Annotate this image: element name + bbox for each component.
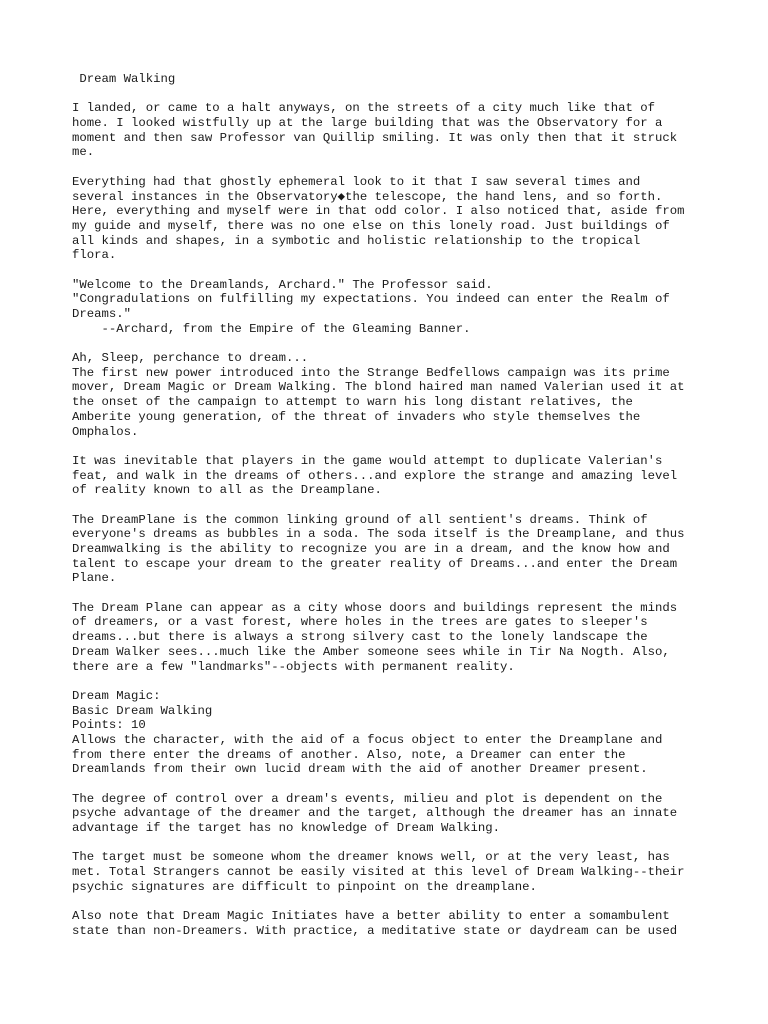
text-line: flora. <box>72 248 117 263</box>
paragraph <box>72 909 712 938</box>
text-line: "Congradulations on fulfilling my expectations. You indeed can enter the Realm of <box>72 292 670 307</box>
text-line: several instances in the Observatory◆the telescope, the hand lens, and so forth. <box>72 189 663 204</box>
paragraph <box>72 351 712 439</box>
text-line: It was inevitable that players in the game would attempt to duplicate Valerian's <box>72 453 663 468</box>
text-line: Dream Magic: <box>72 688 161 703</box>
text-line: The first new power introduced into the Strange Bedfellows campaign was its prime <box>72 365 670 380</box>
text-line: "Welcome to the Dreamlands, Archard." The Professor said. <box>72 277 493 292</box>
text-line: psychic signatures are difficult to pinpoint on the dreamplane. <box>72 879 537 894</box>
text-line: Amberite young generation, of the threat of invaders who style themselves the <box>72 409 641 424</box>
text-line: talent to escape your dream to the greater reality of Dreams...and enter the Dream <box>72 556 678 571</box>
text-line: of dreamers, or a vast forest, where holes in the trees are gates to sleeper's <box>72 615 648 630</box>
paragraph <box>72 513 712 586</box>
text-line: psyche advantage of the dreamer and the target, although the dreamer has an innate <box>72 806 678 821</box>
paragraph <box>72 175 712 263</box>
text-line: me. <box>72 145 95 160</box>
text-line: Allows the character, with the aid of a focus object to enter the Dreamplane and <box>72 732 663 747</box>
text-line: Points: 10 <box>72 718 146 733</box>
text-line: --Archard, from the Empire of the Gleaming Banner. <box>72 321 471 336</box>
text-line: Dream Walker sees...much like the Amber someone sees while in Tir Na Nogth. Also, <box>72 644 670 659</box>
text-line: the onset of the campaign to attempt to warn his long distant relatives, the <box>72 395 633 410</box>
text-line: Dreamlands from their own lucid dream with the aid of another Dreamer present. <box>72 762 648 777</box>
paragraph <box>72 850 712 894</box>
text-line: home. I looked wistfully up at the large building that was the Observatory for a <box>72 116 663 131</box>
text-line: mover, Dream Magic or Dream Walking. The blond haired man named Valerian used it at <box>72 380 685 395</box>
paragraph <box>72 454 712 498</box>
text-line: The degree of control over a dream's events, milieu and plot is dependent on the <box>72 791 663 806</box>
paragraph <box>72 601 712 674</box>
document-title <box>72 72 712 87</box>
text-line: Everything had that ghostly ephemeral look to it that I saw several times and <box>72 174 641 189</box>
text-line: Basic Dream Walking <box>72 703 213 718</box>
text-line: met. Total Strangers cannot be easily visited at this level of Dream Walking--their <box>72 865 685 880</box>
document-page <box>72 72 712 953</box>
text-line: Ah, Sleep, perchance to dream... <box>72 351 309 366</box>
text-line: everyone's dreams as bubbles in a soda. The soda itself is the Dreamplane, and thus <box>72 527 685 542</box>
paragraph <box>72 689 712 777</box>
text-line: The Dream Plane can appear as a city whose doors and buildings represent the minds <box>72 600 678 615</box>
text-line: I landed, or came to a halt anyways, on the streets of a city much like that of <box>72 101 655 116</box>
document-body <box>72 72 712 939</box>
paragraph <box>72 278 712 337</box>
text-line: advantage if the target has no knowledge of Dream Walking. <box>72 821 501 836</box>
text-line: The target must be someone whom the dreamer knows well, or at the very least, has <box>72 850 670 865</box>
text-line: state than non-Dreamers. With practice, a meditative state or daydream can be used <box>72 923 678 938</box>
text-line: Here, everything and myself were in that odd color. I also noticed that, aside from <box>72 204 685 219</box>
text-line: from there enter the dreams of another. Also, note, a Dreamer can enter the <box>72 747 626 762</box>
text-line: Plane. <box>72 571 117 586</box>
text-line: Dream Walking <box>72 72 176 86</box>
text-line: Dreams." <box>72 307 132 321</box>
text-line: my guide and myself, there was no one else on this lonely road. Just buildings of <box>72 218 670 233</box>
text-line: of reality known to all as the Dreamplane. <box>72 483 382 498</box>
text-line: feat, and walk in the dreams of others...and explore the strange and amazing level <box>72 468 678 483</box>
text-line: dreams...but there is always a strong silvery cast to the lonely landscape the <box>72 630 648 645</box>
paragraph <box>72 792 712 836</box>
text-line: all kinds and shapes, in a symbotic and holistic relationship to the tropical <box>72 233 641 248</box>
text-line: moment and then saw Professor van Quillip smiling. It was only then that it struck <box>72 130 678 145</box>
text-line: Omphalos. <box>72 424 139 439</box>
text-line: there are a few "landmarks"--objects with permanent reality. <box>72 659 515 674</box>
paragraph <box>72 101 712 160</box>
text-line: Dreamwalking is the ability to recognize you are in a dream, and the know how and <box>72 542 670 556</box>
text-line: The DreamPlane is the common linking ground of all sentient's dreams. Think of <box>72 512 648 527</box>
text-line: Also note that Dream Magic Initiates have a better ability to enter a somambulent <box>72 909 670 924</box>
